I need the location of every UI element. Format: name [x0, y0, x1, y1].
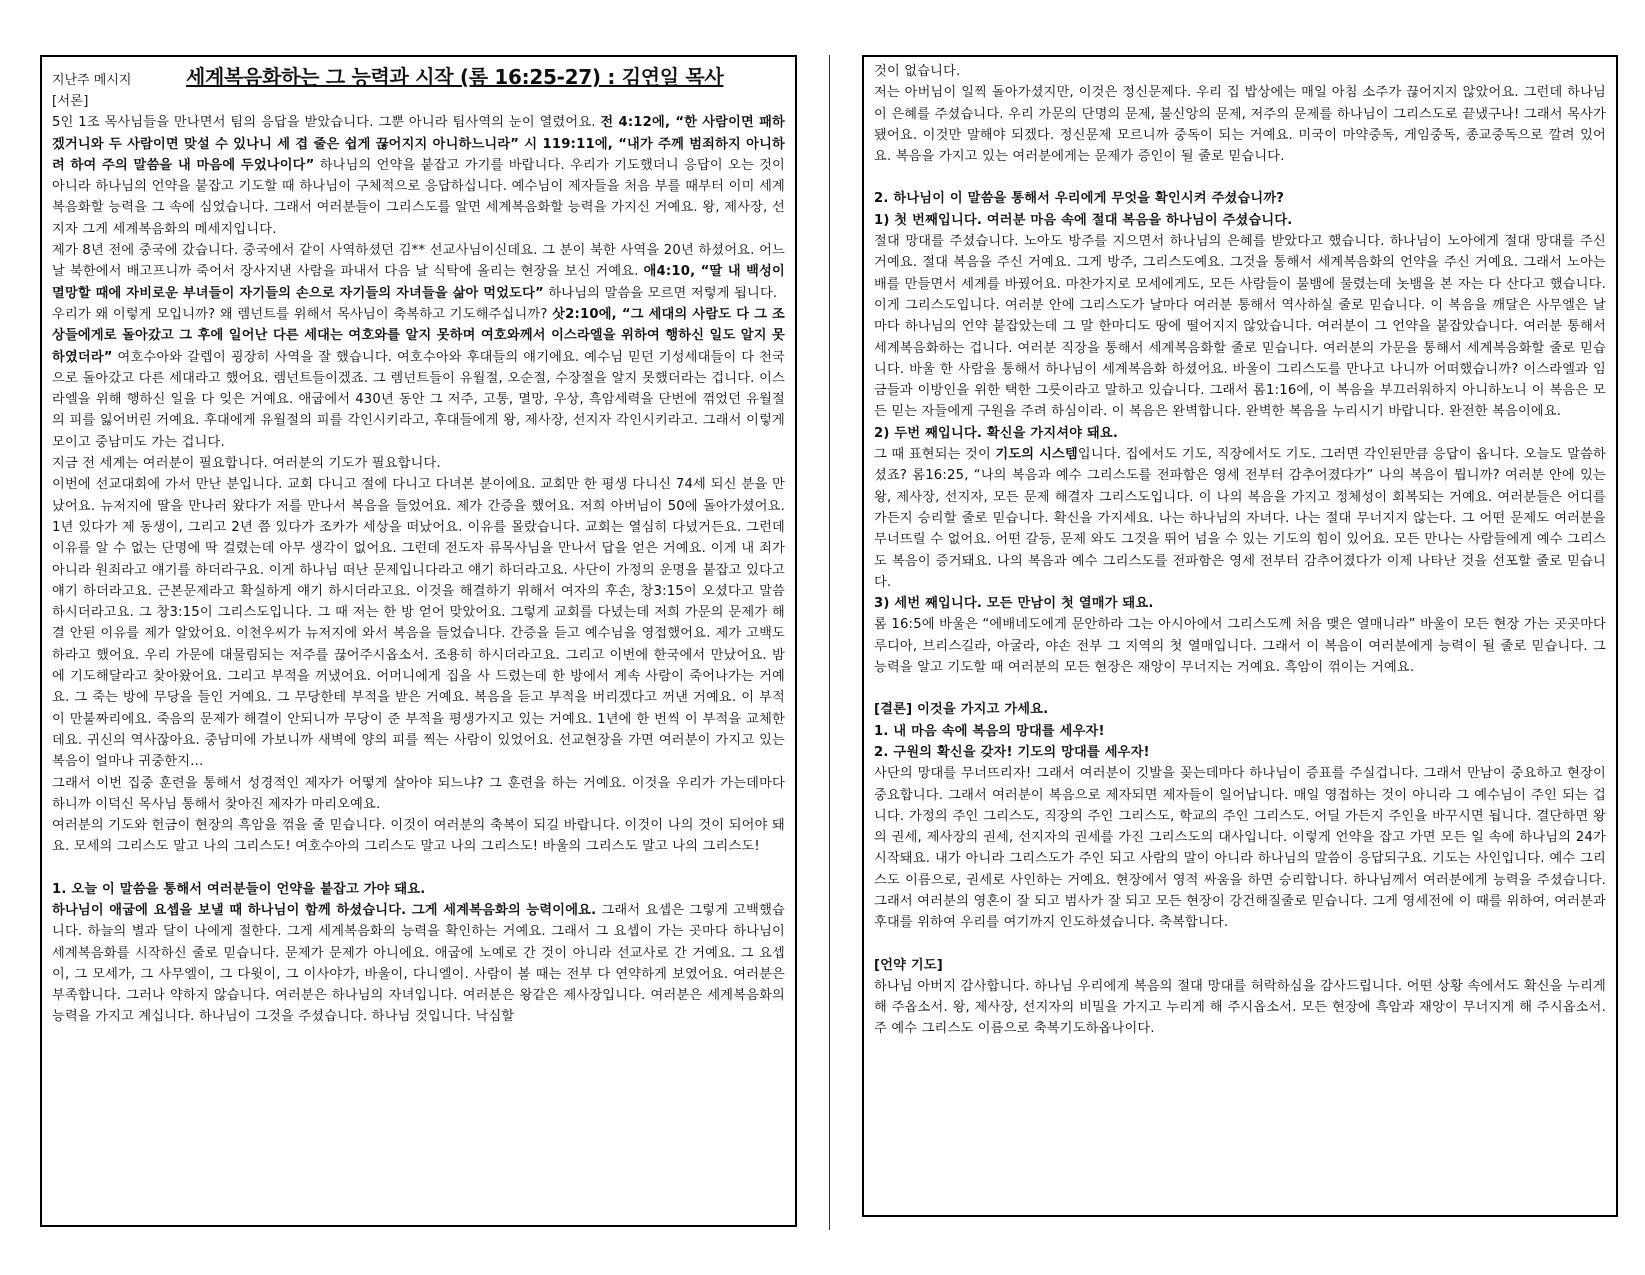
column-divider — [829, 55, 830, 1230]
paragraph: 여러분의 기도와 헌금이 현장의 흑암을 꺾을 줄 믿습니다. 이것이 여러분의 축복이 되길 바랍니다. 이것이 나의 것이 되어야 돼요. 모세의 그리스도 말고 나의 그리스도! 여호수아의 그리스도 말고 나의 그리스도! 바울의 그리스도 말고 나의 그리스도! — [52, 818, 785, 855]
sermon-title: 세계복음화하는 그 능력과 시작 (롬 16:25-27) : 김연일 목사 — [186, 65, 724, 89]
paragraph: 제가 8년 전에 중국에 갔습니다. 중국에서 같이 사역하셨던 김** 선교사님이신데요. 그 분이 북한 사역을 20년 하셨어요. 어느 날 북한에서 배고프니까 죽어서 장사지낸 사람을 파내서 다음 날 식탁에 올리는 현장을 보신 거예요. 애4:10, “딸 내 백성이 멸망할 때에 자비로운 부녀들이 자기들의 손으로 자기들의 자녀들을 삶아 먹었도다” 하나님의 말씀을 모르면 저렇게 됩니다. — [52, 243, 785, 301]
scripture-quote: 전 4:12에, “한 사람이면 패하겠거니와 두 사람이면 맞설 수 있나니 세 겹 줄은 쉽게 끊어지지 아니하느니라” 시 119:11에, “내가 주께 범죄하지 아니하려 하여 주의 말씀을 내 마음에 두었나이다” — [52, 115, 785, 173]
section-heading: 1. 오늘 이 말씀을 통해서 여러분들이 언약을 붙잡고 가야 돼요. — [52, 881, 426, 897]
header-label: 지난주 메시지 — [52, 73, 132, 88]
conclusion-point: 2. 구원의 확신을 갖자! 기도의 망대를 세우자! — [874, 744, 1150, 760]
paragraph: 하나님 아버지 감사합니다. 하나님 우리에게 복음의 절대 망대를 허락하심을 감사드립니다. 어떤 상황 속에서도 확신을 누리게 해 주옵소서. 왕, 제사장, 선지자의 비밀을 가지고 누리게 해 주시옵소서. 모든 현장에 흑암과 재앙이 무너지게 해 주시옵소서. 주 예수 그리스도 이름으로 축복기도하옵나이다. — [874, 978, 1606, 1037]
paragraph: 지금 전 세계는 여러분이 필요합니다. 여러분의 기도가 필요합니다. — [52, 456, 441, 472]
paragraph: 저는 아버님이 일찍 돌아가셨지만, 이것은 정신문제다. 우리 집 밥상에는 매일 아침 소주가 끊어지지 않았어요. 그런데 하나님이 은혜를 주셨습니다. 우리 가문의 단명의 문제, 불신앙의 문제, 저주의 문제를 하나님이 그리스도로 끝냈구나! 그래서 목사가 됐어요. 이것만 말해야 되겠다. 정신문제 모르니까 중독이 되는 거예요. 미국이 마약중독, 게임중독, 종교중독으로 깔려 있어요. 복음을 가지고 있는 여러분에게는 문제가 증인이 될 줄로 믿습니다. — [874, 85, 1606, 165]
paragraph: 5인 1조 목사님들을 만나면서 팀의 응답을 받았습니다. 그뿐 아니라 팀사역의 눈이 열렸어요. 전 4:12에, “한 사람이면 패하겠거니와 두 사람이면 맞설 수 있나니 세 겹 줄은 쉽게 끊어지지 아니하느니라” 시 119:11에, “내가 주께 범죄하지 아니하려 하여 주의 말씀을 내 마음에 두었나이다” 하나님의 언약을 붙잡고 가기를 바랍니다. 우리가 기도했더니 응답이 오는 것이 아니라 하나님의 언약을 붙잡고 기도할 때 하나님이 구체적으로 응답하십니다. 예수님이 제자들을 처음 부를 때부터 이미 세계복음화할 능력을 그 속에 심었습니다. 그래서 여러분들이 그리스도를 알면 세계복음화할 능력을 가지신 거예요. 왕, 제사장, 선지자 그게 세계복음화의 메세지입니다. — [52, 115, 785, 237]
paragraph: 그 때 표현되는 것이 기도의 시스템입니다. 집에서도 기도, 직장에서도 기도. 그러면 각인된만큼 응답이 옵니다. 오늘도 말씀하셨죠? 롬16:25, “나의 복음과 예수 그리스도를 전파함은 영세 전부터 감추어졌다가” 나의 복음이 뭡니까? 여러분 안에 있는 왕, 제사장, 선지자, 모든 문제 해결자 그리스도입니다. 이 나의 복음을 가지고 정체성이 회복되는 거예요. 여러분들은 어디를 가든지 승리할 줄로 믿습니다. 확신을 가지세요. 나는 하나님의 자녀다. 나는 절대 무너지지 않는다. 그 어떤 문제도 여러분을 무너뜨릴 수 없어요. 어떤 갈등, 문제 와도 그것을 뛰어 넘을 수 있는 기도의 힘이 있어요. 모든 만나는 사람들에게 예수 그리스도 복음이 증거돼요. 나의 복음과 예수 그리스도를 전파함은 영세 전부터 감추어졌다가 이제 나타난 것을 선포할 줄로 믿습니다. — [874, 447, 1606, 590]
paragraph: 사단의 망대를 무너뜨리자! 그래서 여러분이 깃발을 꽂는데마다 하나님이 증표를 주실겁니다. 그래서 만남이 중요하고 현장이 중요합니다. 그래서 여러분이 복음으로 제자되면 제자들이 일어납니다. 매일 영접하는 것이 아니라 그 예수님이 주인 되는 겁니다. 가정의 주인 그리스도, 직장의 주인 그리스도, 학교의 주인 그리스도. 어딜 가든지 주인을 바꾸시면 됩니다. 결단하면 왕의 권세, 제사장의 권세, 선지자의 권세를 가진 그리스도의 대사입니다. 이렇게 언약을 잡고 가면 모든 일 속에 하나님의 24가 시작돼요. 내가 아니라 그리스도가 주인 되고 사람의 말이 아니라 하나님의 말씀이 응답되구요. 기도는 사인입니다. 예수 그리스도 이름으로, 권세로 사인하는 거예요. 현장에서 영적 싸움을 하면 승리합니다. 하나님께서 여러분에게 능력을 주셨습니다. 그래서 여러분의 영혼이 잘 되고 범사가 잘 되고 모든 현장이 강건해질줄로 믿습니다. 그게 영세전에 이 때를 위하여, 여러분과 후대를 위하여 우리를 여기까지 인도하셨습니다. 축복합니다. — [874, 766, 1606, 931]
paragraph: 하나님이 애굽에 요셉을 보낼 때 하나님이 함께 하셨습니다. 그게 세계복음화의 능력이에요. 그래서 요셉은 그렇게 고백했습니다. 하늘의 별과 달이 나에게 절한다. 그게 세계복음화의 능력을 확인하는 거예요. 그래서 그 요셉이 가는 곳마다 하나님이 세계복음화를 시작하신 줄로 믿습니다. 문제가 문제가 아니에요. 애굽에 노예로 간 것이 아니라 선교사로 간 거예요. 그 요셉이, 그 모세가, 그 사무엘이, 그 다윗이, 그 이사야가, 바울이, 다니엘이. 사람이 볼 때는 전부 다 연약하게 보였어요. 여러분은 부족합니다. 그러나 약하지 않습니다. 여러분은 하나님의 자녀입니다. 여러분은 왕같은 제사장입니다. 여러분은 세계복음화의 능력을 가지고 계십니다. 하나님이 그것을 주셨습니다. 하나님 것입니다. 낙심할 — [52, 902, 786, 1025]
paragraph: 절대 망대를 주셨습니다. 노아도 방주를 지으면서 하나님의 은혜를 받았다고 했습니다. 하나님이 노아에게 절대 망대를 주신 거예요. 절대 복음을 주신 거예요. 그게 방주, 그리스도예요. 그것을 통해서 세계복음화의 언약을 주신 거예요. 그래서 노아는 배를 만들면서 세계를 바꿨어요. 마찬가지로 모세에게도, 모든 사람들이 불뱀에 물렸는데 놋뱀을 본 자는 다 산다고 했습니다. 이게 그리스도입니다. 여러분 안에 그리스도가 날마다 여러분 통해서 역사하실 줄로 믿습니다. 이 복음을 깨달은 사무엘은 날마다 하나님의 언약 붙잡았는데 그 말 한마디도 땅에 떨어지지 않았습니다. 여러분이 그 언약을 붙잡았습니다. 여러분 통해서 세계복음화하는 겁니다. 여러분 직장을 통해서 세계복음화할 줄로 믿습니다. 여러분의 가문을 통해서 세계복음화할 줄로 믿습니다. 바울 한 사람을 통해서 하나님이 세계복음화 하셨어요. 바울이 그리스도를 만나고 나니까 어떠했습니까? 이스라엘과 임금들과 이방인을 위한 택한 그릇이라고 말하고 있습니다. 그래서 롬1:16에, 이 복음을 부끄러워하지 아니하노니 이 복음은 모든 믿는 자들에게 구원을 주려 하심이라. 이 복음은 완벽합니다. 완벽한 복음을 누리시기 바랍니다. 완전한 복음이에요. — [874, 234, 1606, 420]
intro-heading: [서론] — [52, 94, 89, 109]
paragraph: 그래서 이번 집중 훈련을 통해서 성경적인 제자가 어떻게 살아야 되느냐? 그 훈련을 하는 거예요. 이것을 우리가 가는데마다 하니까 이덕신 목사님 통해서 찾아진 제자가 마리오예요. — [52, 775, 785, 812]
scripture-quote: 애4:10, “딸 내 백성이 멸망할 때에 자비로운 부녀들이 자기들의 손으로 자기들의 자녀들을 삶아 먹었도다” — [52, 264, 785, 301]
paragraph: 롬 16:5에 바울은 “에배네도에게 문안하라 그는 아시아에서 그리스도께 처음 맺은 열매니라” 바울이 모든 현장 가는 곳곳마다 루디아, 브리스길라, 아굴라, 야손 전부 그 지역의 첫 열매입니다. 그래서 이 복음이 여러분에게 능력이 될 줄로 믿습니다. 그 능력을 알고 기도할 때 여러분의 모든 현장은 재앙이 무너지는 거예요. 흑암이 꺾이는 거예요. — [874, 617, 1606, 676]
paragraph: 것이 없습니다. — [874, 64, 961, 79]
left-column — [40, 55, 797, 1227]
prayer-heading: [언약 기도] — [874, 957, 944, 973]
paragraph: 이번에 선교대회에 가서 만난 분입니다. 교회 다니고 절에 다니고 다녀본 분이에요. 교회만 한 평생 다니신 74세 되신 분을 만났어요. 뉴저지에 딸을 만나러 왔다가 저를 만나서 복음을 들었어요. 제가 간증을 했어요. 저희 아버님이 50에 돌아가셨어요. 1년 있다가 제 동생이, 그리고 2년 쯤 있다가 조카가 세상을 떠났어요. 이유를 몰랐습니다. 교회는 열심히 다녔거든요. 그런데 이유를 알 수 없는 단명에 딱 걸렸는데 아무 생각이 없어요. 그런데 전도자 류목사님을 만나서 답을 얻은 거예요. 이게 내 죄가 아니라 원죄라고 얘기를 하더라구요. 이게 하나님 떠난 문제입니다라고 얘기 하더라고요. 사단이 가정의 운명을 붙잡고 있다고 얘기 하더라고요. 근본문제라고 확실하게 얘기 하시더라고요. 이것을 해결하기 위해서 여자의 후손, 창3:15이 오셨다고 말씀하시더라고요. 그 창3:15이 그리스도입니다. 그 때 저는 한 방 얻어 맞았어요. 그렇게 교회를 다녔는데 저희 가문의 문제가 해결 안된 이유를 제가 알았어요. 이천우씨가 뉴저지에 와서 복음을 들었습니다. 간증을 듣고 예수님을 영접했어요. 제가 고백도 하라고 했어요. 우리 가문에 대물림되는 저주를 끊어주시옵소서. 조용히 하시더라고요. 그리고 이번에 한국에서 만났어요. 밤에 기도해달라고 찾아왔어요. 그리고 부적을 꺼냈어요. 어머니에게 집을 사 드렸는데 한 방에서 계속 사람이 죽어나가는 거예요. 그 죽는 방에 무당을 들인 거예요. 그 무당한테 부적을 받은 거예요. 복음을 듣고 부적을 버리겠다고 꺼낸 거예요. 이 부적이 만불짜리에요. 죽음의 문제가 해결이 안되니까 무당이 준 부적을 평생가지고 있는 거예요. 1년에 한 번씩 이 부적을 교체한데요. 귀신의 역사잖아요. 중남미에 가보니까 새벽에 양의 피를 찍는 사람이 있었어요. 선교현장을 가면 여러분이 가지고 있는 복음이 얼마나 귀중한지… — [52, 477, 785, 770]
scripture-quote: 삿2:10에, “그 세대의 사람도 다 그 조상들에게로 돌아갔고 그 후에 일어난 다른 세대는 여호와를 알지 못하며 여호와께서 이스라엘을 위하여 행하신 일도 알지 못하였더라” — [52, 306, 785, 365]
subsection-heading: 2) 두번 째입니다. 확신을 가지셔야 돼요. — [874, 425, 1119, 441]
conclusion-heading: [결론] 이것을 가지고 가세요. — [874, 702, 1049, 718]
conclusion-point: 1. 내 마음 속에 복음의 망대를 세우자! — [874, 723, 1105, 739]
right-column — [862, 55, 1618, 1217]
paragraph: 우리가 왜 이렇게 모입니까? 왜 렘넌트를 위해서 목사님이 축복하고 기도해주십니까? 삿2:10에, “그 세대의 사람도 다 그 조상들에게로 돌아갔고 그 후에 일어난 다른 세대는 여호와를 알지 못하며 여호와께서 이스라엘을 위하여 행하신 일도 알지 못하였더라” 여호수아와 갈렙이 굉장히 사역을 잘 했습니다. 여호수아와 후대들의 얘기에요. 예수님 믿던 기성세대들이 다 천국으로 돌아갔고 다른 세대라고 했어요. 렘넌트들이겠죠. 그 렘넌트들이 유월절, 오순절, 수장절을 알지 못했더라는 겁니다. 이스라엘을 위해 행하신 일을 다 잊은 거예요. 애굽에서 430년 동안 그 저주, 고통, 멸망, 우상, 흑암세력을 단번에 꺾었던 유월절의 피를 잃어버린 거예요. 후대에게 유월절의 피를 각인시키라고, 후대들에게 왕, 제사장, 선지자 각인시키라고. 그래서 이렇게 모이고 중남미도 가는 겁니다. — [52, 306, 785, 450]
section-heading: 2. 하나님이 이 말씀을 통해서 우리에게 무엇을 확인시켜 주셨습니까? — [874, 191, 1285, 207]
subsection-heading: 1) 첫 번째입니다. 여러분 마음 속에 절대 복음을 하나님이 주셨습니다. — [874, 212, 1293, 228]
subsection-heading: 3) 세번 째입니다. 모든 만남이 첫 열매가 돼요. — [874, 596, 1154, 612]
document-header — [52, 61, 785, 91]
